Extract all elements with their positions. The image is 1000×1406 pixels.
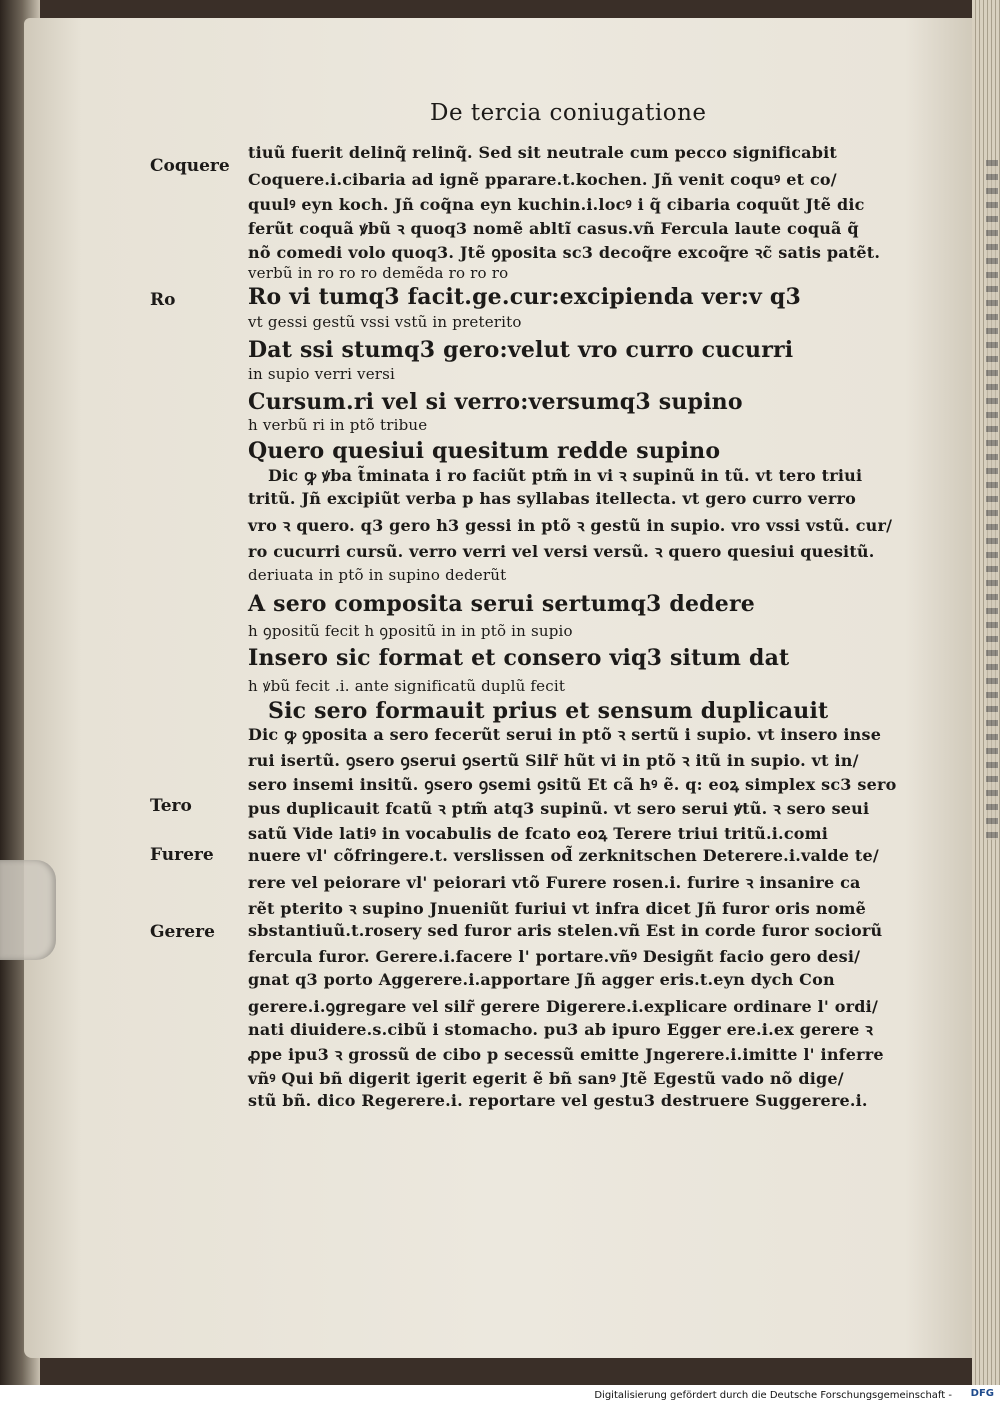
text-line: Cursum.ri vel si verro:versumq3 supino [248, 389, 743, 415]
text-line: nati diuidere.s.cibũ i stomacho. pu3 ab ipuro Egger ere.i.ex gerere ꝛ [248, 1020, 874, 1039]
text-line: Ro vi tumq3 facit.ge.cur:excipienda ver:v q3 [248, 284, 801, 310]
text-line: gerere.i.ꝯgregare vel silr̃ gerere Digerere.i.explicare ordinare l' ordi/ [248, 997, 878, 1016]
text-line: in supio verri versi [248, 365, 396, 383]
text-line: nuere vl' cõfringere.t. verslissen od̃ zerknitschen Deterere.i.valde te/ [248, 846, 879, 865]
text-line: h verbũ ri in ptõ tribue [248, 416, 428, 434]
text-line: tritũ. Jñ excipiũt verba p has syllabas itellecta. vt gero curro verro [248, 489, 856, 508]
text-line: Dic ꝙ ꝯposita a sero fecerũt serui in ptõ ꝛ sertũ i supio. vt insero inse [248, 725, 882, 744]
text-line: Sic sero formauit prius et sensum duplicauit [268, 698, 829, 724]
text-line: A sero composita serui sertumq3 dedere [248, 591, 755, 617]
text-line: deriuata in ptõ in supino dederũt [248, 566, 507, 584]
margin-note-tero: Tero [150, 796, 192, 816]
margin-note-gerere: Gerere [150, 922, 215, 942]
margin-note-coquere: Coquere [150, 156, 230, 176]
text-line: ro cucurri cursũ. verro verri vel versi versũ. ꝛ quero quesiui quesitũ. [248, 542, 875, 561]
text-line: Quero quesiui quesitum redde supino [248, 438, 721, 464]
text-line: ꝓpe ipu3 ꝛ grossũ de cibo p secessũ emitte Jngerere.i.imitte l' inferre [248, 1045, 884, 1064]
text-line: fercula furor. Gerere.i.facere l' portare.vñꝰ Desigñt facio gero desi/ [248, 947, 861, 966]
text-line: rui isertũ. ꝯsero ꝯserui ꝯsertũ Silr̃ hũt vi in ptõ ꝛ itũ in supio. vt in/ [248, 751, 859, 770]
text-line: gnat q3 porto Aggerere.i.apportare Jñ agger eris.t.eyn dych Con [248, 970, 835, 989]
text-line: vro ꝛ quero. q3 gero h3 gessi in ptõ ꝛ gestũ in supio. vro vssi vstũ. cur/ [248, 516, 893, 535]
text-line: vt gessi gestũ vssi vstũ in preterito [248, 313, 522, 331]
text-line: ferũt coquã ꝟbũ ꝛ quoq3 nomẽ abltĩ casus.vñ Fercula laute coquã q̃ [248, 219, 859, 238]
dfg-logo: DFG [970, 1388, 994, 1399]
page-clip [0, 860, 56, 960]
text-line: sero insemi insitũ. ꝯsero ꝯsemi ꝯsitũ Et cã hꝰ ẽ. q: eoꝝ simplex sc3 sero [248, 775, 897, 794]
facing-page-edge [972, 0, 1000, 1385]
facing-page-text-strip [986, 160, 998, 840]
text-line: stũ bñ. dico Regerere.i. reportare vel gestu3 destruere Suggerere.i. [248, 1091, 868, 1110]
text-line: vñꝰ Qui bñ digerit igerit egerit ẽ bñ sanꝰ Jtẽ Egestũ vado nõ dige/ [248, 1069, 844, 1088]
text-line: nõ comedi volo quoq3. Jtẽ ꝯposita sc3 decoq̃re excoq̃re ꝛc̃ satis patẽt. [248, 243, 881, 262]
funding-credit: Digitalisierung gefördert durch die Deutsche Forschungsgemeinschaft - [594, 1390, 952, 1401]
running-header: De tercia coniugatione [430, 100, 707, 126]
text-line: Coquere.i.cibaria ad ignẽ pparare.t.kochen. Jñ venit coquꝰ et co/ [248, 170, 837, 189]
margin-note-ro: Ro [150, 290, 176, 310]
text-line: sbstantiuũ.t.rosery sed furor aris stelen.vñ Est in corde furor sociorũ [248, 921, 883, 940]
footer-bar [0, 1385, 1000, 1406]
text-line: Dat ssi stumq3 gero:velut vro curro cucurri [248, 337, 794, 363]
margin-note-furere: Furere [150, 845, 214, 865]
text-line: h ꝯpositũ fecit h ꝯpositũ in in ptõ in supio [248, 622, 573, 640]
text-line: satũ Vide latiꝰ in vocabulis de fcato eoꝝ Terere triui tritũ.i.comi [248, 824, 829, 843]
text-line: quulꝰ eyn koch. Jñ coq̃na eyn kuchin.i.locꝰ i q̃ cibaria coquũt Jtẽ dic [248, 195, 865, 214]
text-line: tiuũ fuerit delinq̃ relinq̃. Sed sit neutrale cum pecco significabit [248, 143, 837, 162]
text-line: pus duplicauit fcatũ ꝛ ptm̃ atq3 supinũ. vt sero serui ꝟtũ. ꝛ sero seui [248, 799, 870, 818]
text-line: rẽt pterito ꝛ supino Jnueniũt furiui vt infra dicet Jñ furor oris nomẽ [248, 899, 866, 918]
text-line: verbũ in ro ro ro demẽda ro ro ro [248, 264, 509, 282]
text-line: Insero sic format et consero viq3 situm dat [248, 645, 790, 671]
text-line: rere vel peiorare vl' peiorari vtõ Furere rosen.i. furire ꝛ insanire ca [248, 873, 861, 892]
text-line: h ꝟbũ fecit .i. ante significatũ duplũ fecit [248, 677, 566, 695]
text-line: Dic ꝙ ꝟba t̃minata i ro faciũt ptm̃ in vi ꝛ supinũ in tũ. vt tero triui [268, 466, 863, 485]
